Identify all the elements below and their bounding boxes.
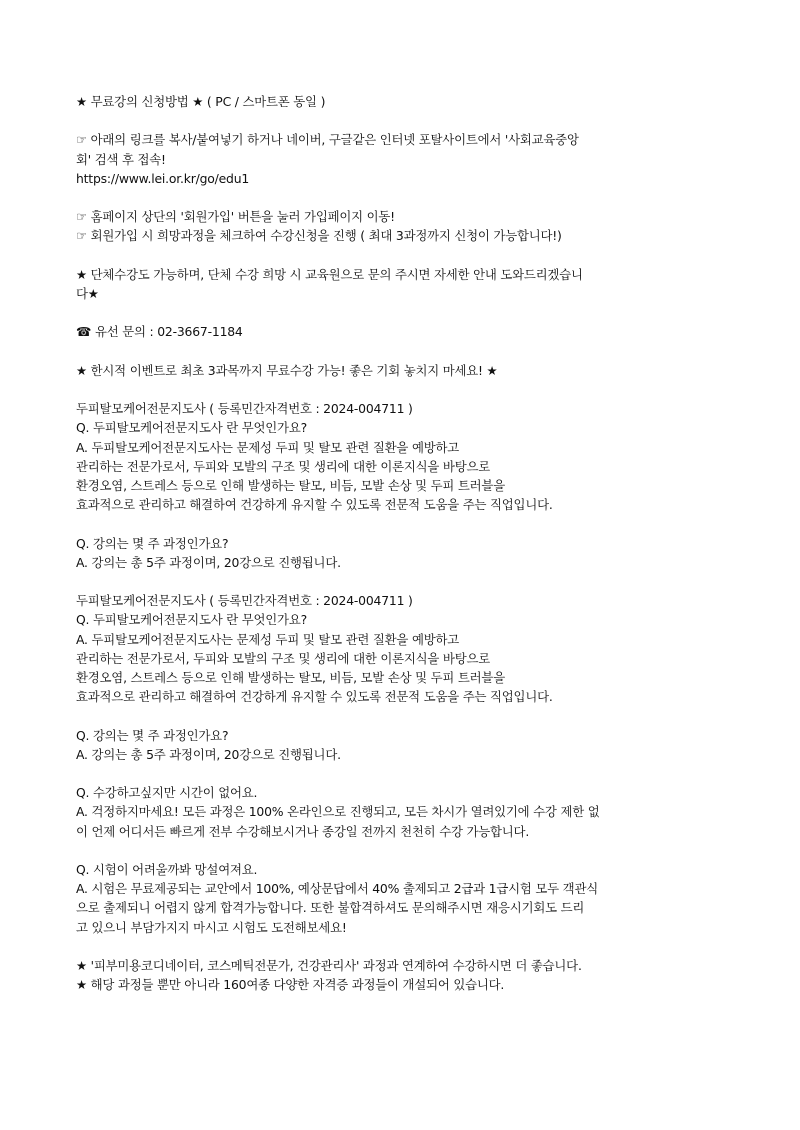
faq-question: Q. 두피탈모케어전문지도사 란 무엇인가요? <box>76 420 307 436</box>
faq-question: Q. 강의는 몇 주 과정인가요? <box>76 727 229 743</box>
footer-note-course-count: ★ 해당 과정들 뿐만 아니라 160여종 다양한 자격증 과정들이 개설되어 있습니다. <box>76 977 505 993</box>
faq-answer-line: 관리하는 전문가로서, 두피와 모발의 구조 및 생리에 대한 이론지식을 바탕으로 <box>76 458 491 474</box>
faq-exam-question: Q. 시험이 어려울까봐 망설여져요. <box>76 861 258 877</box>
application-heading: ★ 무료강의 신청방법 ★ ( PC / 스마트폰 동일 ) <box>76 94 326 109</box>
faq-time-answer-line-1: A. 걱정하지마세요! 모든 과정은 100% 온라인으로 진행되고, 모든 차시가 열려있기에 수강 제한 없 <box>76 804 600 820</box>
faq-answer-line: A. 두피탈모케어전문지도사는 문제성 두피 및 탈모 관련 질환을 예방하고 <box>76 439 460 455</box>
faq-time-answer-line-2: 이 언제 어디서든 빠르게 전부 수강해보시거나 종강일 전까지 천천히 수강 가능합니다. <box>76 823 530 839</box>
faq-answer-line: 관리하는 전문가로서, 두피와 모발의 구조 및 생리에 대한 이론지식을 바탕으로 <box>76 650 491 666</box>
faq-answer-line: 환경오염, 스트레스 등으로 인해 발생하는 탈모, 비듬, 모발 손상 및 두피 트러블을 <box>76 669 505 685</box>
faq-answer-line: 효과적으로 관리하고 해결하여 건강하게 유지할 수 있도록 전문적 도움을 주는 직업입니다. <box>76 497 553 513</box>
group-notice-line-2: 다★ <box>76 285 99 301</box>
faq-question: Q. 강의는 몇 주 과정인가요? <box>76 535 229 551</box>
course-block <box>76 591 724 764</box>
signup-url: https://www.lei.or.kr/go/edu1 <box>76 170 250 186</box>
faq-answer-line: A. 강의는 총 5주 과정이며, 20강으로 진행됩니다. <box>76 746 341 762</box>
faq-answer-line: A. 두피탈모케어전문지도사는 문제성 두피 및 탈모 관련 질환을 예방하고 <box>76 631 460 647</box>
step-link-line-1: ☞ 아래의 링크를 복사/붙여넣기 하거나 네이버, 구글같은 인터넷 포탈사이트에서 '사회교육중앙 <box>76 132 579 148</box>
faq-exam-answer-line-1: A. 시험은 무료제공되는 교안에서 100%, 예상문답에서 40% 출제되고 2급과 1급시험 모두 객관식 <box>76 881 598 897</box>
course-title: 두피탈모케어전문지도사 ( 등록민간자격번호 : 2024-004711 ) <box>76 593 413 609</box>
footer-note-linked-courses: ★ '피부미용코디네이터, 코스메틱전문가, 건강관리사' 과정과 연계하여 수강하시면 더 좋습니다. <box>76 957 582 973</box>
step-link-line-2: 회' 검색 후 접속! <box>76 151 166 167</box>
faq-time-question: Q. 수강하고싶지만 시간이 없어요. <box>76 785 258 801</box>
event-notice: ★ 한시적 이벤트로 최초 3과목까지 무료수강 가능! 좋은 기회 놓치지 마세요! ★ <box>76 362 498 378</box>
course-block <box>76 399 724 572</box>
faq-answer-line: 효과적으로 관리하고 해결하여 건강하게 유지할 수 있도록 전문적 도움을 주는 직업입니다. <box>76 689 553 705</box>
faq-exam-answer-line-2: 으로 출제되니 어렵지 않게 합격가능합니다. 또한 불합격하셔도 문의해주시면 재응시기회도 드리 <box>76 900 585 916</box>
group-notice-line-1: ★ 단체수강도 가능하며, 단체 수강 희망 시 교육원으로 문의 주시면 자세한 안내 도와드리겠습니 <box>76 266 583 282</box>
step-signup: ☞ 홈페이지 상단의 '회원가입' 버튼을 눌러 가입페이지 이동! <box>76 209 395 225</box>
step-apply: ☞ 회원가입 시 희망과정을 체크하여 수강신청을 진행 ( 최대 3과정까지 신청이 가능합니다!) <box>76 228 562 244</box>
course-title: 두피탈모케어전문지도사 ( 등록민간자격번호 : 2024-004711 ) <box>76 401 413 417</box>
faq-question: Q. 두피탈모케어전문지도사 란 무엇인가요? <box>76 612 307 628</box>
faq-answer-line: 환경오염, 스트레스 등으로 인해 발생하는 탈모, 비듬, 모발 손상 및 두피 트러블을 <box>76 477 505 493</box>
phone-inquiry: ☎ 유선 문의 : 02-3667-1184 <box>76 324 243 340</box>
faq-answer-line: A. 강의는 총 5주 과정이며, 20강으로 진행됩니다. <box>76 554 341 570</box>
faq-exam-answer-line-3: 고 있으니 부담가지지 마시고 시험도 도전해보세요! <box>76 919 347 935</box>
